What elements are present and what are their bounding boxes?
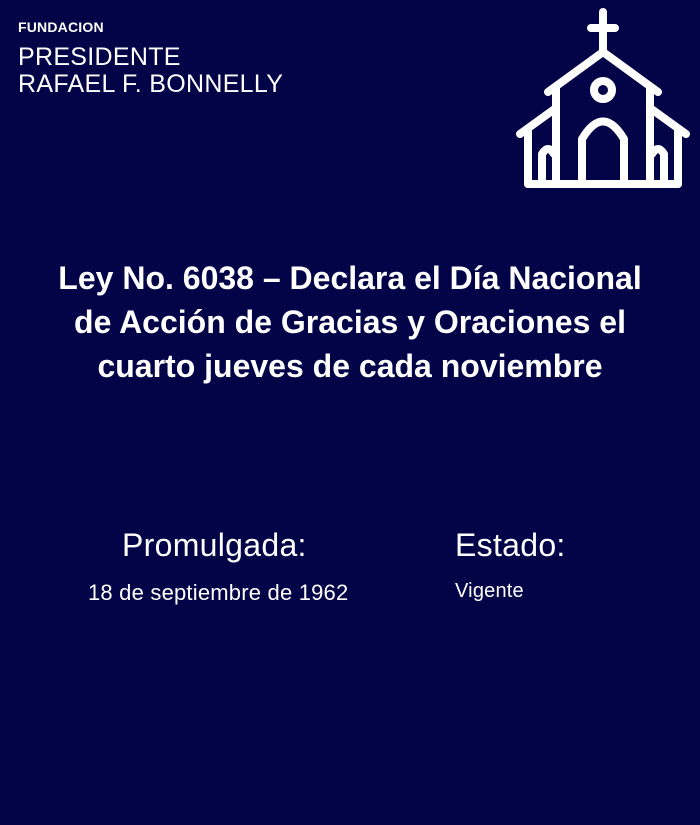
church-icon <box>512 4 694 190</box>
brand-small-label: FUNDACION <box>18 19 104 35</box>
promulgada-label: Promulgada: <box>122 527 307 563</box>
promulgada-date: 18 de septiembre de 1962 <box>88 580 349 605</box>
brand-name <box>18 44 283 98</box>
brand-name-line2: RAFAEL F. BONNELLY <box>18 70 284 98</box>
page-title: Ley No. 6038 – Declara el Día Nacional de Acción de Gracias y Oraciones el cuarto jueves de cada noviembre <box>58 260 642 384</box>
brand-name-line1: PRESIDENTE <box>18 43 181 71</box>
estado-value: Vigente <box>455 580 524 602</box>
estado-label: Estado: <box>455 527 566 563</box>
